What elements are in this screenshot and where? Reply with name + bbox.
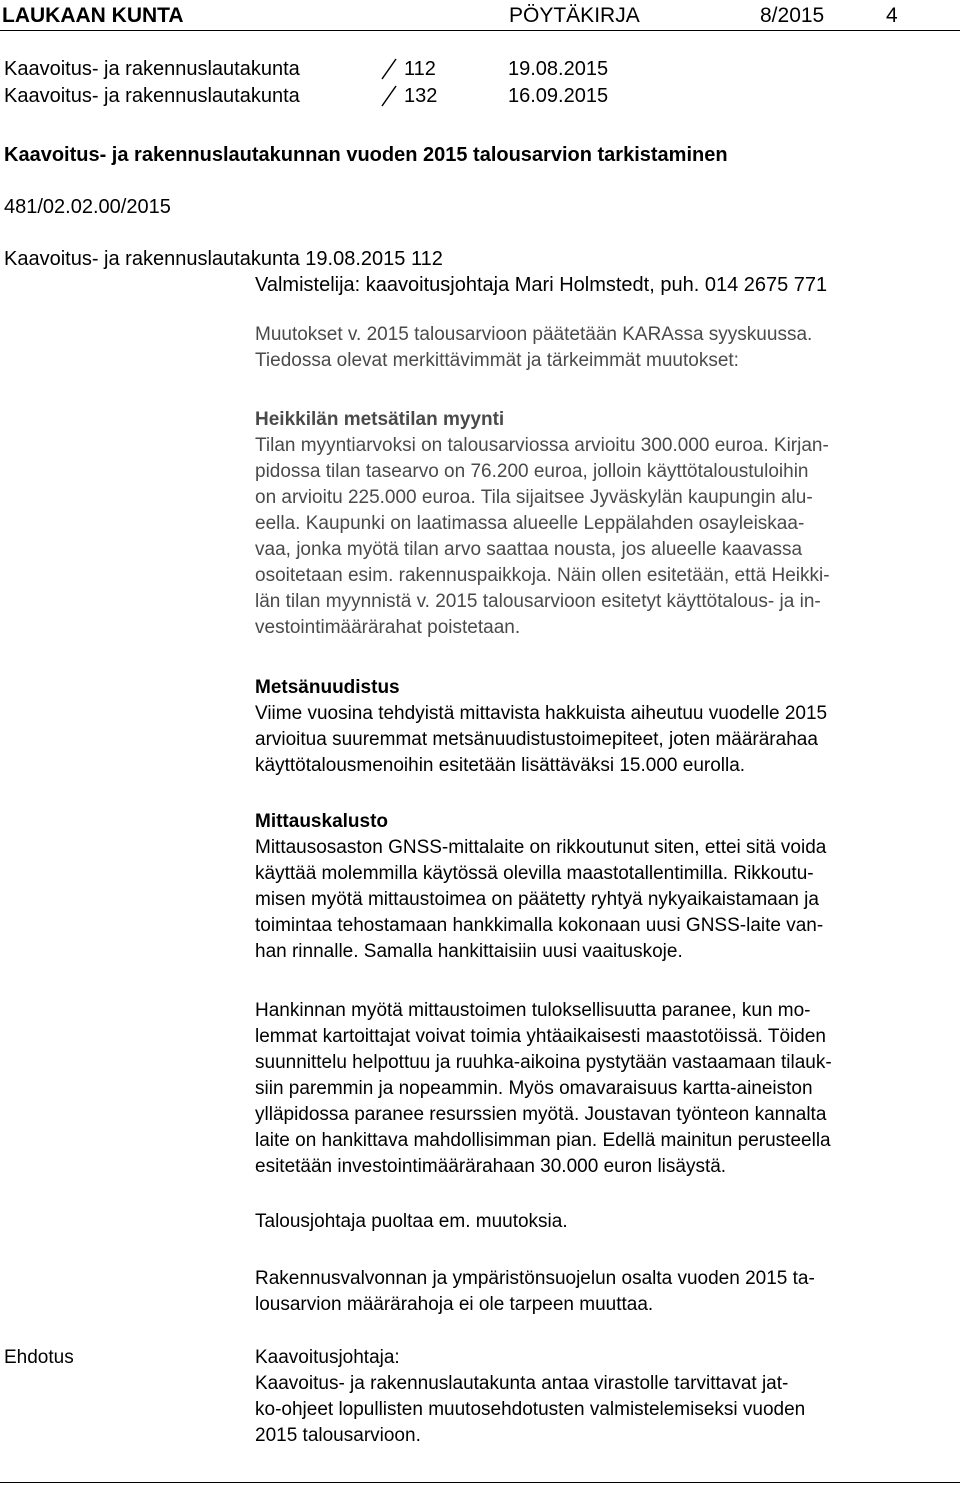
page-number: 4 — [886, 4, 898, 27]
text-line: han rinnalle. Samalla hankittaisiin uusi vaaituskoje. — [255, 941, 683, 962]
text-line: 2015 talousarvioon. — [255, 1425, 421, 1446]
text-line: toimintaa tehostamaan hankkimalla kokonaan uusi GNSS-laite van- — [255, 915, 824, 936]
meeting-body: Kaavoitus- ja rakennuslautakunta — [4, 85, 300, 107]
text-line: arvioitua suuremmat metsänuudistustoimepiteet, joten määrärahaa — [255, 729, 818, 750]
text-line: vaa, jonka myötä tilan arvo saattaa nousta, jos alueelle kaavassa — [255, 539, 803, 560]
text-line: Tiedossa olevat merkittävimmät ja tärkeimmät muutokset: — [255, 350, 739, 371]
proposal-section — [255, 1345, 955, 1449]
text-line: käyttötalousmenoihin esitetään lisättäväksi 15.000 eurolla. — [255, 755, 746, 776]
proposal-author: Kaavoitusjohtaja: — [255, 1347, 400, 1368]
text-line: Muutokset v. 2015 talousarvioon päätetään KARAssa syyskuussa. — [255, 324, 813, 345]
text-line: län tilan myynnistä v. 2015 talousarvioon esitetyt käyttötalous- ja in- — [255, 591, 821, 612]
text-line: Viime vuosina tehdyistä mittavista hakkuista aiheutuu vuodelle 2015 — [255, 703, 828, 724]
text-line: ko-ohjeet lopullisten muutosehdotusten valmistelemiseksi vuoden — [255, 1399, 806, 1420]
section-sign-icon — [380, 85, 398, 107]
section-heading: Metsänuudistus — [255, 677, 400, 698]
text-line: eella. Kaupunki on laatimassa alueelle Leppälahden osayleiskaa- — [255, 513, 805, 534]
hankinta-section — [255, 998, 955, 1180]
metsanuudistus-section — [255, 675, 955, 779]
text-line: Rakennusvalvonnan ja ympäristönsuojelun osalta vuoden 2015 ta- — [255, 1268, 815, 1289]
text-line: laite on hankittava mahdollisimman pian. Edellä mainitun perusteella — [255, 1130, 831, 1151]
meeting-body: Kaavoitus- ja rakennuslautakunta — [4, 58, 300, 80]
text-line: misen myötä mittaustoimea on päätetty ryhtyä nykyaikaistamaan ja — [255, 889, 819, 910]
proposal-label: Ehdotus — [4, 1347, 74, 1368]
mittauskalusto-section — [255, 809, 955, 965]
preparer-info: Valmistelija: kaavoitusjohtaja Mari Holmstedt, puh. 014 2675 771 — [255, 274, 828, 296]
text-line: Talousjohtaja puoltaa em. muutoksia. — [255, 1211, 568, 1232]
record-number: 481/02.02.00/2015 — [4, 196, 171, 218]
text-line: suunnittelu helpottuu ja ruuhka-aikoina pystytään vastaamaan tilauk- — [255, 1052, 832, 1073]
text-line: pidossa tilan tasearvo on 76.200 euroa, jolloin käyttötaloustuloihin — [255, 461, 809, 482]
text-line: Tilan myyntiarvoksi on talousarviossa arvioitu 300.000 euroa. Kirjan- — [255, 435, 829, 456]
section-heading: Mittauskalusto — [255, 811, 389, 832]
municipality-name: LAUKAAN KUNTA — [2, 4, 184, 27]
rakennusvalvonta-section — [255, 1266, 955, 1318]
text-line: siin paremmin ja nopeammin. Myös omavaraisuus kartta-aineiston — [255, 1078, 813, 1099]
text-line: Hankinnan myötä mittaustoimen tuloksellisuutta paranee, kun mo- — [255, 1000, 811, 1021]
page-title: Kaavoitus- ja rakennuslautakunnan vuoden 2015 talousarvion tarkistaminen — [4, 144, 728, 166]
meeting-section: 112 — [404, 58, 436, 80]
footer-rule — [0, 1482, 960, 1483]
text-line: käyttää molemmilla käytössä olevilla maastotallentimilla. Rikkoutu- — [255, 863, 814, 884]
text-line: Kaavoitus- ja rakennuslautakunta antaa virastolle tarvittavat jat- — [255, 1373, 789, 1394]
heikkila-section — [255, 407, 955, 641]
document-type: PÖYTÄKIRJA — [509, 4, 640, 27]
section-heading: Heikkilän metsätilan myynti — [255, 409, 505, 430]
item-reference: Kaavoitus- ja rakennuslautakunta 19.08.2015 112 — [4, 248, 443, 270]
text-line: Mittausosaston GNSS-mittalaite on rikkoutunut siten, ettei sitä voida — [255, 837, 827, 858]
meeting-date: 19.08.2015 — [508, 58, 609, 80]
text-line: lemmat kartoittajat voivat toimia yhtäaikaisesti maastotöissä. Töiden — [255, 1026, 826, 1047]
cfo-statement — [255, 1209, 955, 1235]
document-number: 8/2015 — [760, 4, 825, 27]
intro-text — [255, 322, 955, 374]
text-line: esitetään investointimäärärahaan 30.000 euron lisäystä. — [255, 1156, 727, 1177]
meeting-date: 16.09.2015 — [508, 85, 609, 107]
text-line: on arvioitu 225.000 euroa. Tila sijaitsee Jyväskylän kaupungin alu- — [255, 487, 813, 508]
text-line: osoitetaan esim. rakennuspaikkoja. Näin ollen esitetään, että Heikki- — [255, 565, 830, 586]
text-line: vestointimäärärahat poistetaan. — [255, 617, 521, 638]
text-line: lousarvion määrärahoja ei ole tarpeen muuttaa. — [255, 1294, 654, 1315]
text-line: ylläpidossa paranee resurssien myötä. Joustavan työnteon kannalta — [255, 1104, 827, 1125]
meeting-section: 132 — [404, 85, 438, 107]
header-rule — [0, 30, 960, 31]
section-sign-icon — [380, 58, 398, 80]
